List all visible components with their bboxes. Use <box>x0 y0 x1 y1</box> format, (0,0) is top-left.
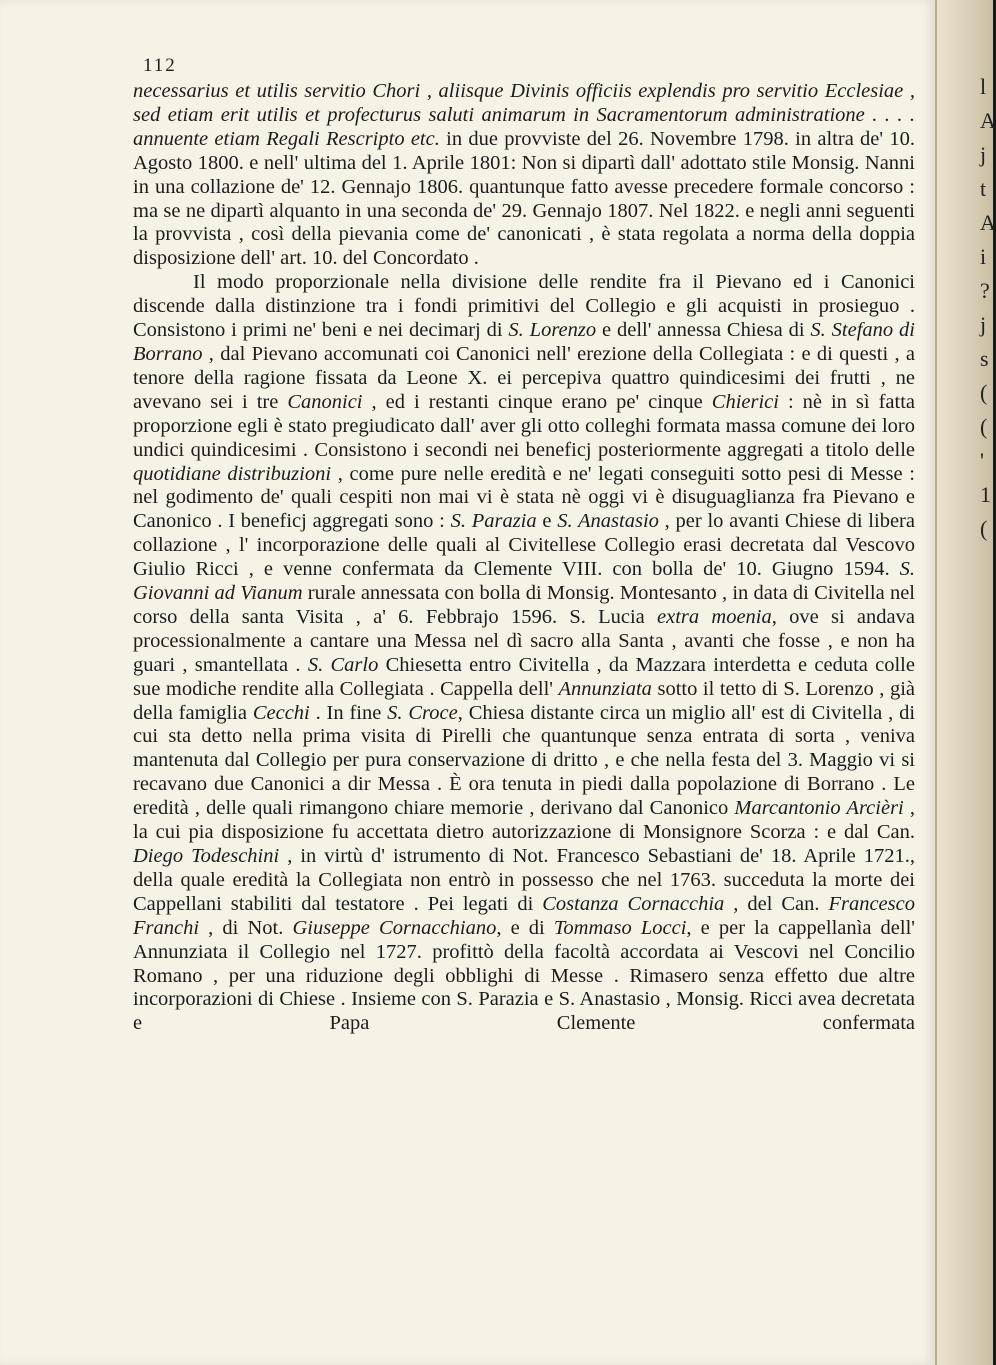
text-run: , e di <box>496 916 554 939</box>
italic-run: Annunziata <box>558 677 652 700</box>
italic-run: Tommaso Locci <box>553 916 687 939</box>
text-run: , per lo avanti Chiese di libera collazione , l' incorporazione delle quali al Civitellese Collegio erasi decretata dal Vescovo Giulio Ricci , e venne confermata da Clemente VIII. con bolla de' 10. Giugno 1594. <box>133 510 915 581</box>
italic-run: Giuseppe Cornacchiano <box>292 916 497 939</box>
text-run: sotto il tetto di S. Lorenzo , già della famiglia <box>133 677 916 724</box>
text-run: , di Not. <box>199 916 293 939</box>
text-run: , ove si andava processionalmente a cantare una Messa nel dì sacro alla Santa , avanti che fosse , e non ha guari , smantellata . <box>133 605 915 676</box>
italic-run: Costanza Cornacchia <box>542 892 725 915</box>
italic-run: Cecchi <box>252 701 310 724</box>
italic-run: extra moenia <box>657 605 772 628</box>
text-run: , come pure nelle eredità e ne' legati conseguiti sotto pesi di Messe : nel godimento de' quali cespiti non mai vi è stata nè oggi vi è disuguaglianza fra Pievano e Canonico . I beneficj aggregati sono : <box>133 462 915 533</box>
text-run: , e per la cappellanìa dell' Annunziata il Collegio nel 1727. profittò della facoltà accordata ai Vescovi nel Concilio Romano , per una riduzione degli obblighi di Messe . Rimasero senza effetto due altre incorporazioni di Chiese . Insieme con S. Parazia e S. Anastasio , Monsig. Ricci avea decretata e Papa Clemente confermata <box>133 916 915 1035</box>
text-run: , dal Pievano accomunati coi Canonici nell' erezione della Collegiata : e di questi , a tenore della ragione fissata da Leone X. ei percepiva quattro quindicesimi dei frutti , ne avevano sei i tre <box>133 342 915 413</box>
page-text <box>133 80 915 1036</box>
italic-run: Diego Todeschini <box>133 845 280 867</box>
facing-page-fragments: l A j t A i ? j s ( ( ' 1 ( <box>980 74 996 541</box>
paragraph-2 <box>133 271 915 1036</box>
text-run: Il modo proporzionale nella divisione delle rendite fra il Pievano ed i Canonici discende dalla distinzione tra i fondi primitivi del Collegio e gli acquisti in prosieguo . Consistono i primi ne' beni e nei decimarj di <box>133 271 915 342</box>
italic-run: S. Giovanni ad Vianum <box>133 558 915 605</box>
italic-run: S. Stefano di Borrano <box>133 319 915 365</box>
text-run: , in virtù d' istrumento di Not. Francesco Sebastiani de' 18. Aprile 1721., della quale eredità la Collegiata non entrò in possesso che nel 1763. succeduta la morte dei Cappellani stabiliti dal testatore . Pei legati di <box>133 845 916 915</box>
italic-run: Canonici <box>287 390 363 413</box>
italic-run: S. Parazia <box>450 510 537 533</box>
paragraph-1 <box>133 80 915 271</box>
text-run: . In fine <box>309 701 388 724</box>
text-run: Chiesetta entro Civitella , da Mazzara interdetta e ceduta colle sue modiche rendite alla Collegiata . Cappella dell' <box>133 653 915 700</box>
page-number: 112 <box>143 55 177 76</box>
text-run: in due provviste del 26. Novembre 1798. in altra de' 10. Agosto 1800. e nell' ultima del 1. Aprile 1801: Non si dipartì dall' adottato stile Monsig. Nanni in una collazione de' 12. Gennajo 1806. quantunque fatto avesse precedere formale concorso : ma se ne dipartì alquanto in una seconda de' 29. Gennajo 1807. Nel 1822. e negli anni seguenti la provvista , così della pievania come de' canonicati , è stata regolata a norma della doppia disposizione dell' art. 10. del Concordato . <box>133 127 915 270</box>
italic-run: S. Anastasio <box>557 510 659 533</box>
text-run: rurale annessata con bolla di Monsig. Montesanto , in data di Civitella nel corso della santa Visita , a' 6. Febbrajo 1596. S. Lucia <box>133 582 915 628</box>
text-run: , Chiesa distante circa un miglio all' est di Civitella , di cui sta detto nella prima visita di Pirelli che quantunque senza entrata di sorta , veniva mantenuta dal Collegio per pura conservazione di dritto , e che nella festa del 3. Maggio vi si recavano due Canonici a dir Messa . È ora tenuta in piedi dalla popolazione di Borrano . Le eredità , delle quali rimangono chiare memorie , derivano dal Canonico <box>133 701 916 820</box>
italic-run: Marcantonio Arcièri <box>734 797 904 820</box>
text-run: , del Can. <box>724 892 829 915</box>
text-run: e dell' annessa Chiesa di <box>596 319 811 342</box>
italic-run: Chierici <box>711 390 779 413</box>
italic-run: S. Carlo <box>307 653 379 676</box>
italic-run: quotidiane distribuzioni <box>133 462 332 485</box>
text-run: , ed i restanti cinque erano pe' cinque <box>362 390 712 413</box>
italic-run: necessarius et utilis servitio Chori , aliisque Divinis officiis explendis pro servitio Ecclesiae , sed etiam erit utilis et profecturus saluti animarum in Sacramentorum administratione . . . . annuente etiam Regali Rescripto etc. <box>133 80 915 150</box>
italic-run: Francesco Franchi <box>133 892 915 939</box>
italic-run: S. Lorenzo <box>508 319 597 342</box>
text-run: : nè in sì fatta proporzione egli è stato pregiudicato dall' aver gli otto colleghi formata massa comune dei loro undici quindicesimi . Consistono i secondi nei beneficj posteriormente aggregati a titolo delle <box>133 390 915 461</box>
text-run: e <box>536 510 558 533</box>
italic-run: S. Croce <box>387 701 458 724</box>
text-run: , la cui pia disposizione fu accettata dietro autorizzazione di Monsignore Scorza : e dal Can. <box>133 797 916 844</box>
